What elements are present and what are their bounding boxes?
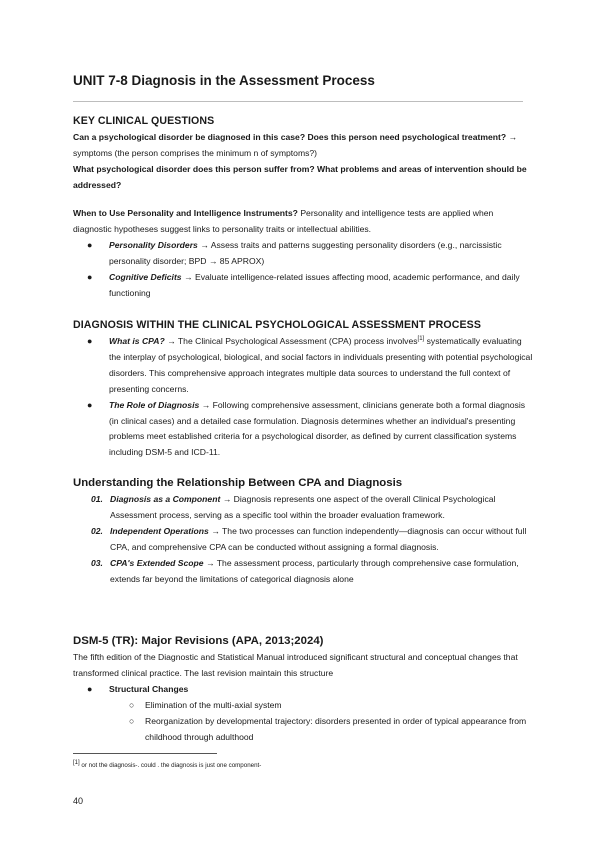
list-item-term: CPA's Extended Scope bbox=[110, 557, 204, 568]
list-item-term: Personality Disorders bbox=[109, 239, 198, 250]
bullet-icon: ● bbox=[87, 239, 93, 250]
circle-bullet-icon: ○ bbox=[129, 715, 135, 726]
list-item bbox=[73, 556, 533, 588]
list-item bbox=[73, 492, 533, 524]
footnote-text: or not the diagnosis-. could . the diagnosis is just one component- bbox=[81, 762, 262, 769]
instruments-label: When to Use Personality and Intelligence Instruments? bbox=[73, 208, 298, 218]
diagnosis-heading: DIAGNOSIS WITHIN THE CLINICAL PSYCHOLOGICAL ASSESSMENT PROCESS bbox=[73, 319, 482, 331]
list-item bbox=[73, 238, 533, 270]
relationship-section bbox=[73, 476, 533, 587]
key-question-1-text: Can a psychological disorder be diagnosed in this case? Does this person need psychological treatment? bbox=[73, 132, 507, 142]
list-item-text: → Evaluate intelligence-related issues affecting mood, academic performance, and daily functioning bbox=[109, 271, 520, 298]
key-question-2: What psychological disorder does this person suffer from? What problems and areas of intervention should be addressed? bbox=[73, 163, 527, 190]
dsm-heading: DSM-5 (TR): Major Revisions (APA, 2013;2024) bbox=[73, 635, 324, 647]
sub-list-item-text: Reorganization by developmental trajectory: disorders presented in order of typical appearance from childhood through adulthood bbox=[145, 715, 527, 742]
key-question-1 bbox=[73, 130, 533, 162]
list-item-term: Independent Operations bbox=[110, 525, 209, 536]
list-item bbox=[73, 270, 533, 302]
bullet-icon: ● bbox=[87, 399, 93, 410]
relationship-heading: Understanding the Relationship Between CPA and Diagnosis bbox=[73, 477, 403, 489]
footnote-divider bbox=[73, 753, 217, 754]
sub-list-item bbox=[73, 714, 533, 746]
footnote bbox=[73, 761, 261, 770]
list-item-term: Diagnosis as a Component bbox=[110, 494, 221, 504]
title-divider bbox=[73, 101, 523, 102]
list-number: 03. bbox=[91, 557, 103, 568]
footnote-mark: [1] bbox=[73, 759, 80, 766]
list-item-text: → Diagnosis represents one aspect of the overall Clinical Psychological Assessment process, serving as a specific tool within the broader evaluation framework. bbox=[110, 494, 496, 520]
bullet-icon: ● bbox=[87, 683, 93, 694]
list-item-term: What is CPA? bbox=[109, 336, 165, 346]
list-item-term: Structural Changes bbox=[109, 683, 189, 694]
instruments-text: Personality and intelligence tests are applied when diagnostic hypotheses suggest links to personality traits or intellectual abilities. bbox=[73, 208, 494, 234]
list-item-text: → Following comprehensive assessment, clinicians generate both a formal diagnosis (in clinical cases) and a detailed case formulation. Diagnosis determines whether an individual's presenting problems meet established criteria for a psychological disorder, as defined by current classification systems including DSM-5 and ICD-11. bbox=[109, 399, 526, 458]
dsm-intro: The fifth edition of the Diagnostic and Statistical Manual introduced significant structural and conceptual changes that transformed clinical practice. The last revision maintain this structure bbox=[73, 652, 518, 678]
instruments-paragraph bbox=[73, 206, 533, 238]
list-item-text-cont: systematically evaluating the interplay of psychological, biological, and social factors in individuals presenting with potential psychological disorders. This comprehensive approach integrates multiple data sources to understand the full context of presenting concerns. bbox=[109, 336, 533, 394]
list-item bbox=[73, 682, 533, 698]
bullet-icon: ● bbox=[87, 271, 93, 282]
key-questions-heading: KEY CLINICAL QUESTIONS bbox=[73, 115, 215, 127]
sub-list-item bbox=[73, 698, 533, 714]
circle-bullet-icon: ○ bbox=[129, 699, 135, 710]
list-item-term: Cognitive Deficits bbox=[109, 271, 182, 282]
list-item bbox=[73, 524, 533, 556]
page-number: 40 bbox=[73, 796, 84, 806]
list-item-text: → Assess traits and patterns suggesting personality disorders (e.g., narcissistic personality disorder; BPD → 85 APROX) bbox=[109, 239, 502, 266]
page-title: UNIT 7-8 Diagnosis in the Assessment Process bbox=[73, 73, 375, 88]
list-item-text: → The assessment process, particularly through comprehensive case formulation, extends far beyond the limitations of categorical diagnosis alone bbox=[110, 557, 519, 584]
list-item bbox=[73, 398, 533, 462]
diagnosis-section bbox=[73, 318, 533, 461]
list-number: 01. bbox=[91, 494, 103, 504]
list-number: 02. bbox=[91, 525, 103, 536]
list-item-term: The Role of Diagnosis bbox=[109, 399, 200, 410]
instruments-section bbox=[73, 206, 533, 301]
dsm-section bbox=[73, 634, 533, 745]
footnote-ref[interactable]: [1] bbox=[417, 336, 425, 343]
key-question-1-note: → symptoms (the person comprises the minimum n of symptoms?) bbox=[73, 132, 518, 158]
list-item-text: → The Clinical Psychological Assessment (CPA) process involves bbox=[167, 336, 418, 346]
key-questions-section bbox=[73, 114, 533, 194]
sub-list-item-text: Elimination of the multi-axial system bbox=[145, 699, 282, 710]
bullet-icon: ● bbox=[87, 336, 93, 346]
list-item bbox=[73, 334, 533, 398]
list-item-text: → The two processes can function independently—diagnosis can occur without full CPA, and comprehensive CPA can be conducted without assigning a formal diagnosis. bbox=[110, 525, 527, 552]
